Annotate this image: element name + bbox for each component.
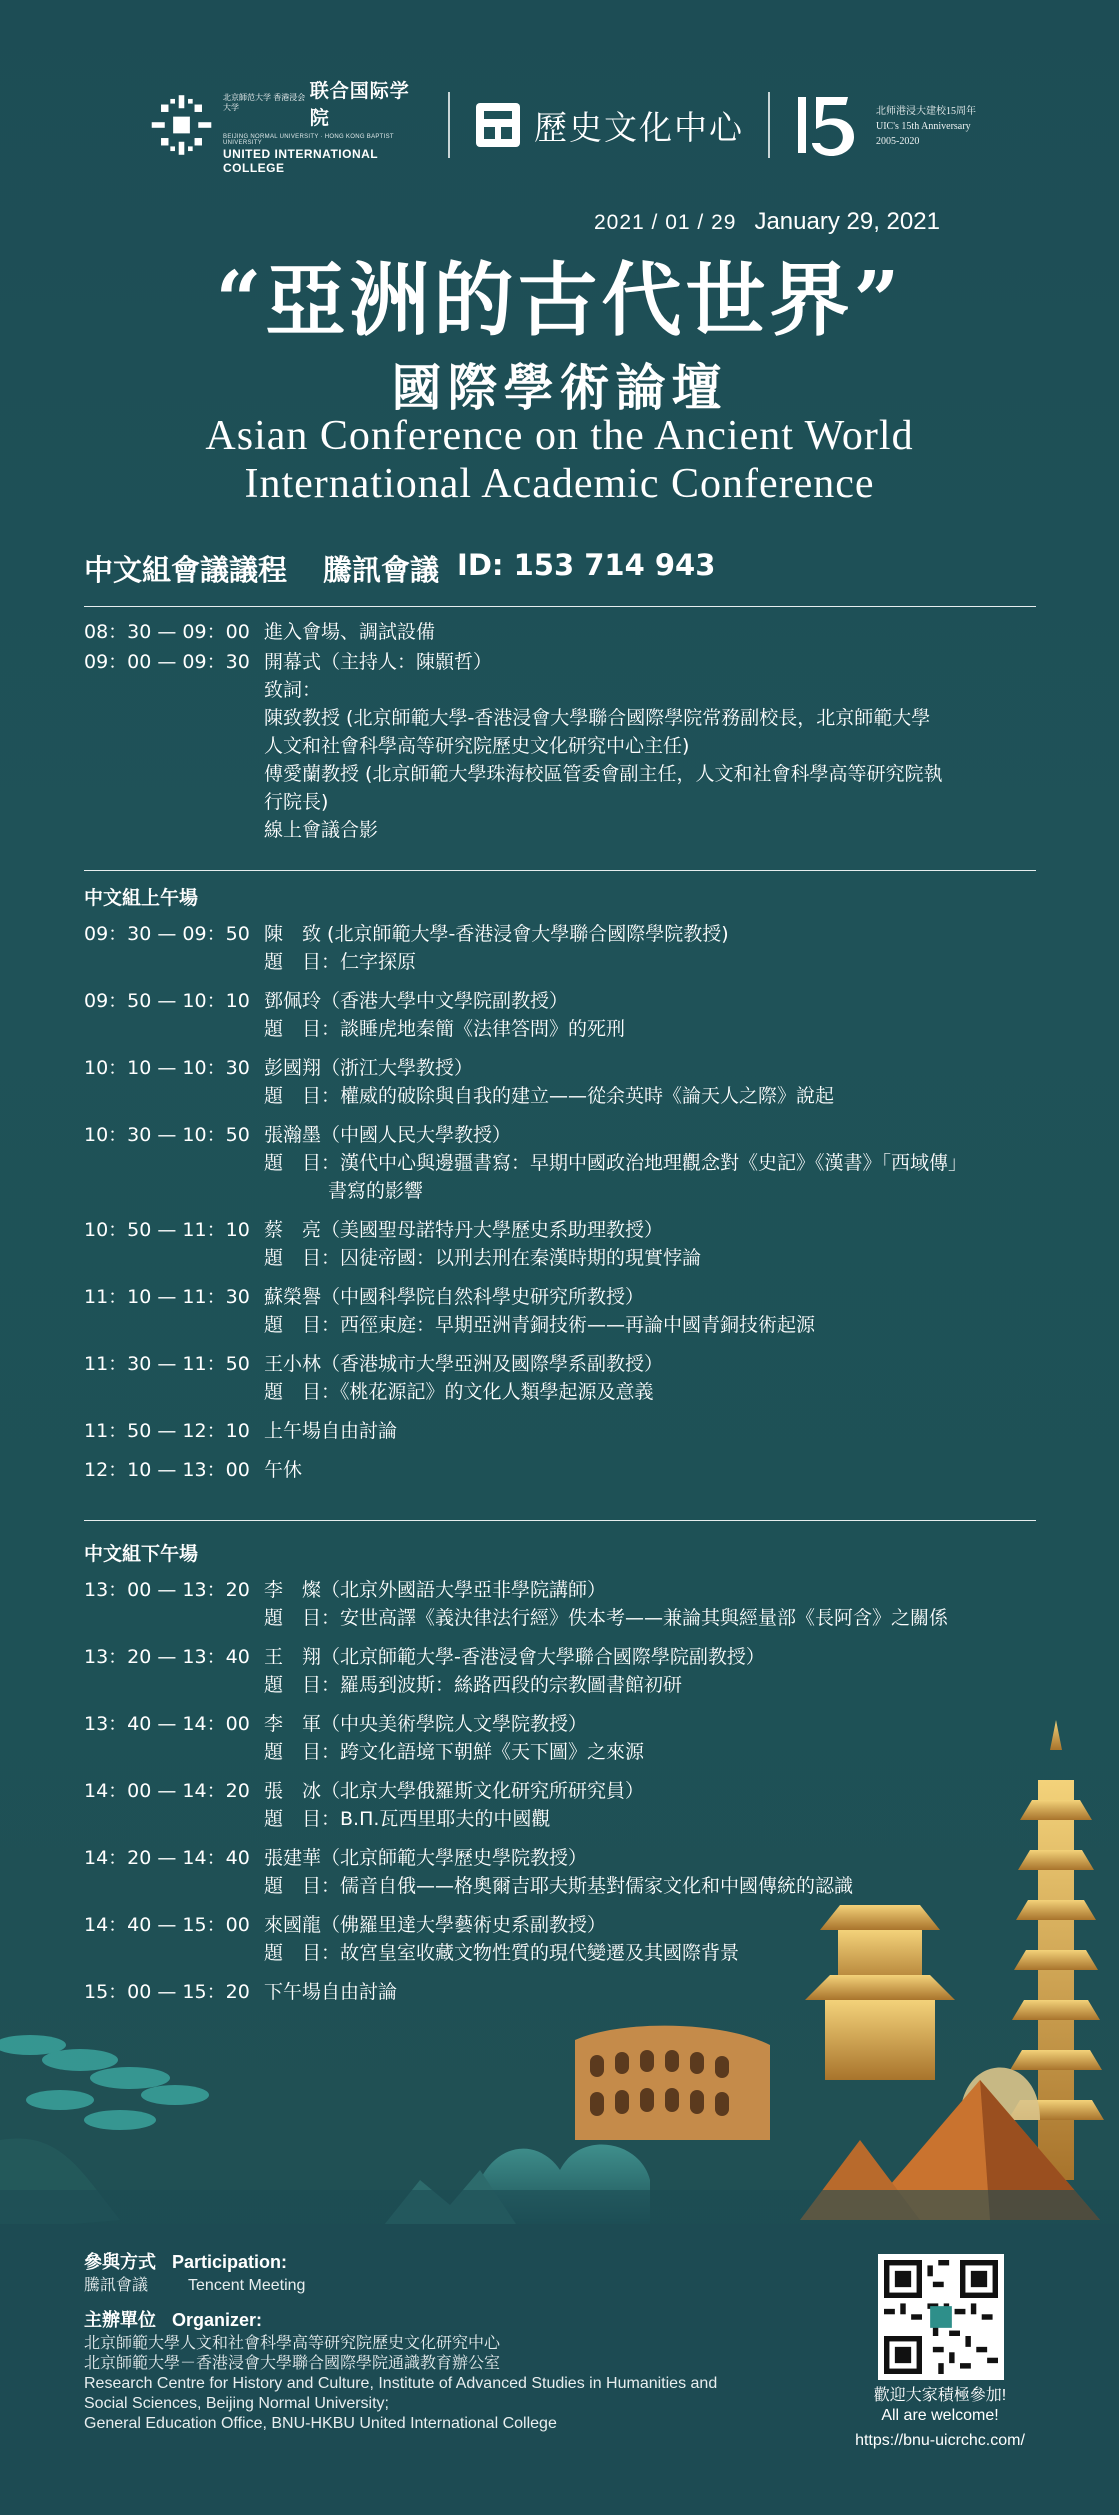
anniversary-logo xyxy=(788,86,976,166)
speaker: 來國龍（佛羅里達大學藝術史系副教授） xyxy=(264,1914,607,1936)
agenda-time: 11：30 — 11：50 xyxy=(84,1353,250,1375)
talk-topic: 題 目：跨文化語境下朝鮮《天下圖》之來源 xyxy=(264,1741,645,1763)
qr-code-icon xyxy=(884,2260,998,2374)
talk-topic: 題 目：漢代中心與邊疆書寫：早期中國政治地理觀念對《史記》《漢書》「西域傳」 xyxy=(264,1152,968,1174)
participation-value: 騰訊會議 Tencent Meeting xyxy=(84,2277,306,2294)
agenda-time: 13：00 — 13：20 xyxy=(84,1579,250,1601)
footer xyxy=(0,2224,1119,2515)
agenda-time: 11：10 — 11：30 xyxy=(84,1286,250,1308)
ancient-architecture-illustration xyxy=(0,1700,1119,2230)
speaker: 李 燦（北京外國語大學亞非學院講師） xyxy=(264,1579,607,1601)
anniversary-15-icon xyxy=(788,87,866,165)
palace-icon xyxy=(805,1905,955,2080)
speaker: 張 冰（北京大學俄羅斯文化研究所研究員） xyxy=(264,1780,645,1802)
agenda-row xyxy=(84,1417,1044,1445)
history-center-emblem-icon xyxy=(474,101,522,149)
agenda-desc: 開幕式（主持人：陳顥哲） xyxy=(264,651,493,673)
talk-topic: 題 目：故宮皇室收藏文物性質的現代變遷及其國際背景 xyxy=(264,1942,740,1964)
talk-topic: 題 目：西徑東庭：早期亞洲青銅技術——再論中國青銅技術起源 xyxy=(264,1314,816,1336)
agenda-row xyxy=(84,618,1044,646)
agenda-time: 14：20 — 14：40 xyxy=(84,1847,250,1869)
title-english-line1: Asian Conference on the Ancient World xyxy=(205,413,914,459)
talk-topic: 書寫的影響 xyxy=(328,1180,424,1202)
agenda-time: 09：50 — 10：10 xyxy=(84,990,250,1012)
agenda-desc: 傅愛蘭教授 (北京師範大學珠海校區管委會副主任，人文和社會科學高等研究院執 xyxy=(264,763,943,785)
date-numeric: 2021 / 01 / 29 xyxy=(594,211,737,234)
anniversary-cn: 北师港浸大建校15周年 xyxy=(876,105,976,117)
morning-title: 中文組上午場 xyxy=(84,887,199,909)
talk-topic: 題 目：B.П.瓦西里耶夫的中國觀 xyxy=(264,1808,551,1830)
agenda-time: 11：50 — 12：10 xyxy=(84,1420,250,1442)
agenda-row xyxy=(84,1283,1044,1339)
welcome-cn: 歡迎大家積極參加! xyxy=(873,2387,1007,2404)
agenda-desc: 線上會議合影 xyxy=(264,819,379,841)
uic-chinese-name: 联合国际学院 xyxy=(309,79,410,129)
agenda-row xyxy=(84,987,1044,1043)
speaker: 彭國翔（浙江大學教授） xyxy=(264,1057,474,1079)
colosseum-icon xyxy=(575,2026,770,2140)
agenda-time: 10：10 — 10：30 xyxy=(84,1057,250,1079)
speaker: 張建華（北京師範大學歷史學院教授） xyxy=(264,1847,588,1869)
history-center-name: 歷史文化中心 xyxy=(534,107,744,147)
agenda-time: 10：50 — 11：10 xyxy=(84,1219,250,1241)
agenda-row xyxy=(84,1643,1044,1699)
agenda-row xyxy=(84,1576,1044,1632)
agenda-time: 15：00 — 15：20 xyxy=(84,1981,250,2003)
history-center-logo xyxy=(474,100,744,150)
talk-topic: 題 目：《桃花源記》的文化人類學起源及意義 xyxy=(264,1381,654,1403)
title-english-line2: International Academic Conference xyxy=(244,461,875,507)
agenda-row xyxy=(84,1121,1044,1205)
organizer-line: Research Centre for History and Culture, Institute of Advanced Studies in Humanities and xyxy=(84,2375,718,2392)
meeting-id: ID: 153 714 943 xyxy=(457,548,716,582)
title-chinese: “亞洲的古代世界” xyxy=(215,253,904,347)
speaker: 上午場自由討論 xyxy=(264,1420,398,1442)
welcome-en: All are welcome! xyxy=(881,2407,999,2424)
organizer-line: General Education Office, BNU-HKBU United International College xyxy=(84,2415,557,2432)
agenda-time: 13：40 — 14：00 xyxy=(84,1713,250,1735)
speaker: 午休 xyxy=(264,1459,303,1481)
event-date xyxy=(594,208,1074,236)
speaker: 蘇榮譽（中國科學院自然科學史研究所教授） xyxy=(264,1286,645,1308)
uic-english-name: UNITED INTERNATIONAL COLLEGE xyxy=(223,146,378,175)
organizer-line: 北京師範大學－香港浸會大學聯合國際學院通識教育辦公室 xyxy=(84,2355,501,2372)
agenda-time: 14：40 — 15：00 xyxy=(84,1914,250,1936)
agenda-desc: 陳致教授 (北京師範大學-香港浸會大學聯合國際學院常務副校長，北京師範大學 xyxy=(264,707,931,729)
agenda-time: 09：30 — 09：50 xyxy=(84,923,250,945)
agenda-row xyxy=(84,1456,1044,1484)
agenda-label: 中文組會議議程 xyxy=(84,553,288,587)
participation-label: 參與方式 Participation: xyxy=(84,2252,288,2272)
talk-topic: 題 目：囚徒帝國：以刑去刑在秦漢時期的現實悖論 xyxy=(264,1247,702,1269)
header-logos xyxy=(0,79,1119,175)
talk-topic: 題 目：安世高譯《義決律法行經》佚本考——兼論其與經量部《長阿含》之關係 xyxy=(264,1607,949,1629)
talk-topic: 題 目：羅馬到波斯：絲路西段的宗教圖書館初研 xyxy=(264,1674,683,1696)
logo-divider xyxy=(448,92,450,158)
organizer-label: 主辦單位 Organizer: xyxy=(84,2310,263,2330)
speaker: 王 翔（北京師範大學-香港浸會大學聯合國際學院副教授） xyxy=(264,1646,765,1668)
agenda-row xyxy=(84,1216,1044,1272)
divider xyxy=(84,606,1036,607)
uic-universities-english: BEIJING NORMAL UNIVERSITY · HONG KONG BAPTIST UNIVERSITY xyxy=(223,133,394,146)
agenda-row xyxy=(84,1054,1044,1110)
speaker: 鄧佩玲（香港大學中文學院副教授） xyxy=(264,990,569,1012)
uic-universities-label: 北京師范大学 香港浸会大学 xyxy=(223,92,306,112)
website-link[interactable]: https://bnu-uicrchc.com/ xyxy=(855,2432,1025,2449)
talk-topic: 題 目：談睡虎地秦簡《法律答問》的死刑 xyxy=(264,1018,626,1040)
logo-divider xyxy=(768,92,770,158)
organizer-line: 北京師範大學人文和社會科學高等研究院歷史文化研究中心 xyxy=(84,2335,501,2352)
anniversary-years: 2005-2020 xyxy=(876,135,920,147)
speaker: 王小林（香港城市大學亞洲及國際學系副教授） xyxy=(264,1353,664,1375)
opening-section xyxy=(84,618,1044,844)
qr-code[interactable] xyxy=(878,2254,1004,2380)
meeting-platform: 騰訊會議 xyxy=(323,553,440,587)
agenda-desc: 人文和社會科學高等研究院歷史文化研究中心主任) xyxy=(264,735,690,757)
agenda-time: 12：10 — 13：00 xyxy=(84,1459,250,1481)
talk-topic: 題 目：仁字探原 xyxy=(264,951,417,973)
talk-topic: 題 目：權威的破除與自我的建立——從余英時《論天人之際》說起 xyxy=(264,1085,835,1107)
morning-section xyxy=(84,884,1044,1495)
agenda-time: 10：30 — 10：50 xyxy=(84,1124,250,1146)
speaker: 張瀚墨（中國人民大學教授） xyxy=(264,1124,512,1146)
organizer-line: Social Sciences, Beijing Normal University; xyxy=(84,2395,389,2412)
agenda-desc: 進入會場、調試設備 xyxy=(264,621,436,643)
agenda-time: 13：20 — 13：40 xyxy=(84,1646,250,1668)
speaker: 下午場自由討論 xyxy=(264,1981,398,2003)
speaker: 李 軍（中央美術學院人文學院教授） xyxy=(264,1713,588,1735)
agenda-time: 14：00 — 14：20 xyxy=(84,1780,250,1802)
agenda-time: 09：00 — 09：30 xyxy=(84,651,250,673)
welcome-text xyxy=(820,2386,1060,2426)
uic-emblem-icon xyxy=(148,89,215,161)
speaker: 陳 致 (北京師範大學-香港浸會大學聯合國際學院教授) xyxy=(264,923,729,945)
agenda-row xyxy=(84,1350,1044,1406)
agenda-time: 08：30 — 09：00 xyxy=(84,621,250,643)
agenda-row xyxy=(84,920,1044,976)
afternoon-title: 中文組下午場 xyxy=(84,1543,199,1565)
uic-logo xyxy=(148,79,428,175)
subtitle-chinese: 國際學術論壇 xyxy=(391,358,728,417)
divider xyxy=(84,1520,1036,1521)
speaker: 蔡 亮（美國聖母諾特丹大學歷史系助理教授） xyxy=(264,1219,664,1241)
agenda-row xyxy=(84,648,1044,844)
anniversary-en: UIC's 15th Anniversary xyxy=(876,120,971,132)
agenda-header xyxy=(84,548,715,589)
agenda-desc: 行院長) xyxy=(264,791,329,813)
divider xyxy=(84,870,1036,871)
date-english: January 29, 2021 xyxy=(754,208,940,235)
talk-topic: 題 目：儒音自俄——格奧爾吉耶夫斯基對儒家文化和中國傳統的認識 xyxy=(264,1875,854,1897)
agenda-desc: 致詞： xyxy=(264,679,322,701)
